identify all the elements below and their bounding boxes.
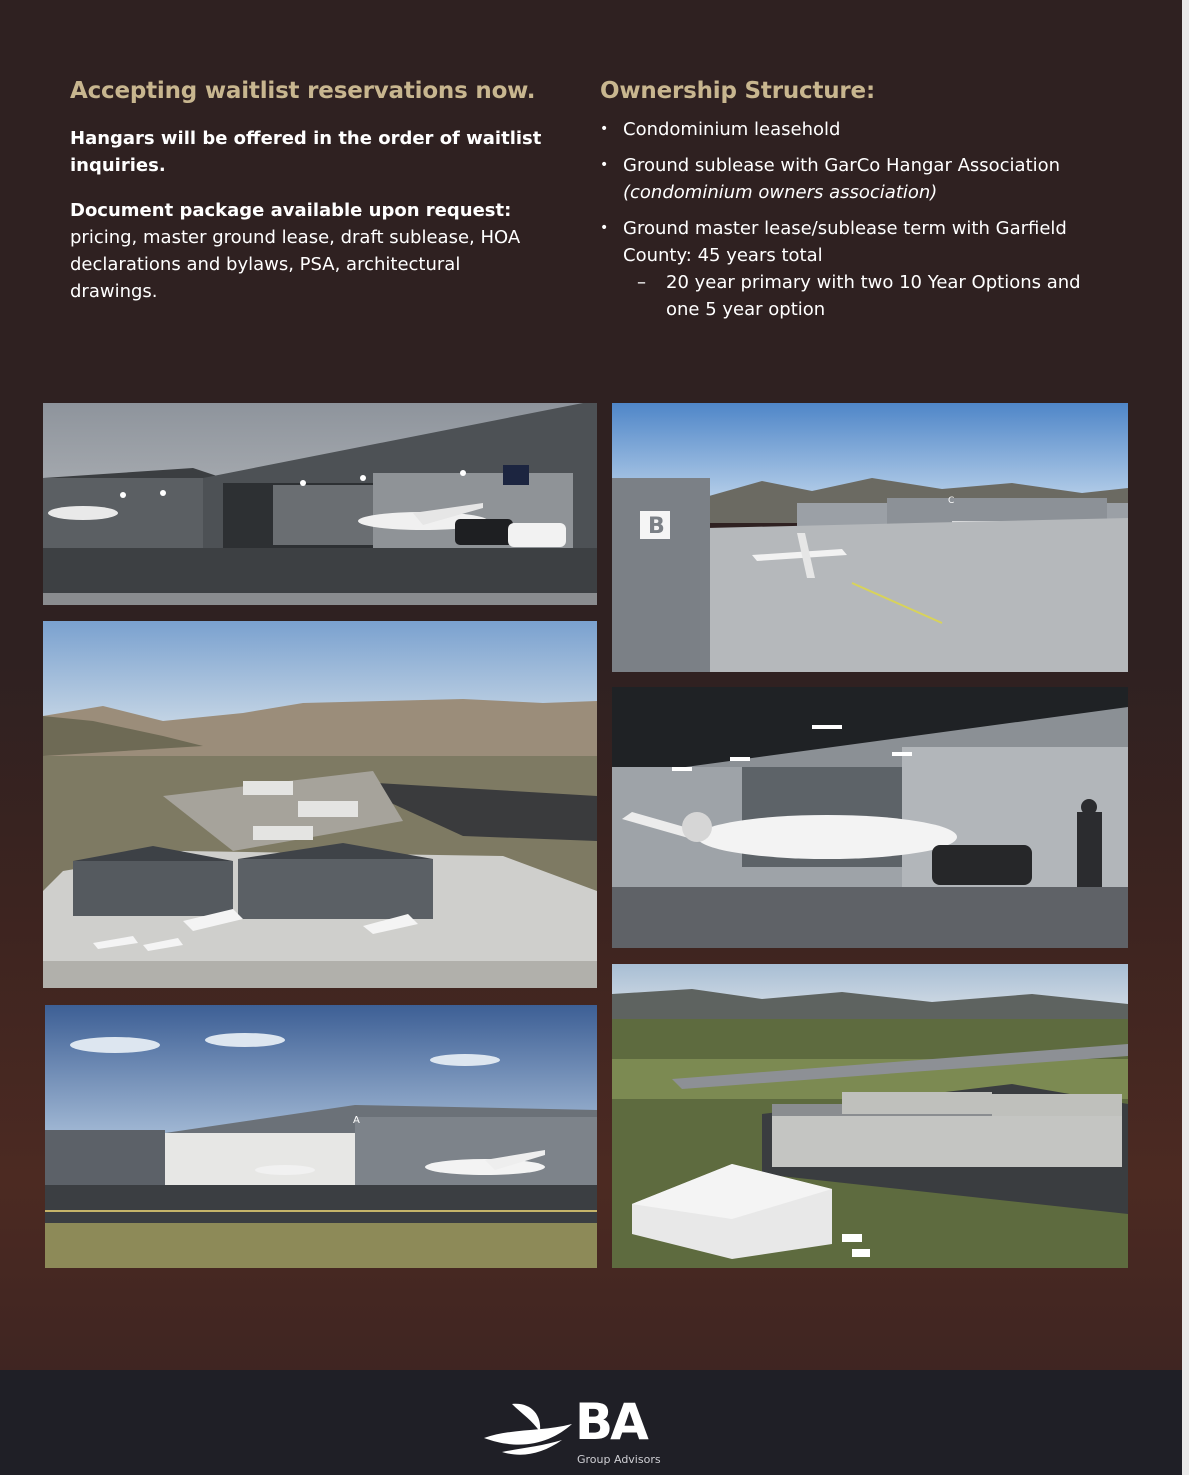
hangar-b-sign: B (648, 514, 665, 539)
ownership-sub-bullet: – 20 year primary with two 10 Year Options and one 5 year option (637, 272, 1081, 320)
bird-logo-icon (482, 1392, 577, 1462)
ownership-note: (condominium owners association) (623, 182, 938, 203)
document-package-paragraph (70, 197, 530, 305)
brand-tagline: Group Advisors (577, 1453, 661, 1466)
ownership-bullet: • Ground master lease/sublease term with Garfield County: 45 years total – 20 year primary with two 10 Year Options and one 5 year option (600, 215, 1130, 323)
hangar-b-ramp-photo (612, 403, 1128, 672)
page-edge (1182, 0, 1189, 1475)
document-package-label: Document package available upon request: (70, 200, 512, 221)
hangar-c-sign: C (948, 496, 955, 506)
hangar-a-sign: A (353, 1115, 360, 1126)
ownership-heading: Ownership Structure: (600, 78, 875, 104)
ownership-bullet: • Condominium leasehold (600, 119, 841, 140)
aerial-hangars-photo (612, 964, 1128, 1268)
document-package-list: pricing, master ground lease, draft sublease, HOA declarations and bylaws, PSA, architectural drawings. (70, 227, 521, 302)
hangar-night-photo (43, 403, 597, 605)
waitlist-paragraph: Hangars will be offered in the order of waitlist inquiries. (70, 128, 542, 176)
airport-aerial-photo (43, 621, 597, 988)
waitlist-heading: Accepting waitlist reservations now. (70, 78, 536, 104)
brand-logo-letters: BA (575, 1393, 646, 1451)
ownership-list (600, 116, 1130, 332)
hangar-a-photo (45, 1005, 597, 1268)
hangar-interior-jet-photo (612, 687, 1128, 948)
ownership-bullet: • Ground sublease with GarCo Hangar Association (condominium owners association) (600, 155, 1061, 203)
